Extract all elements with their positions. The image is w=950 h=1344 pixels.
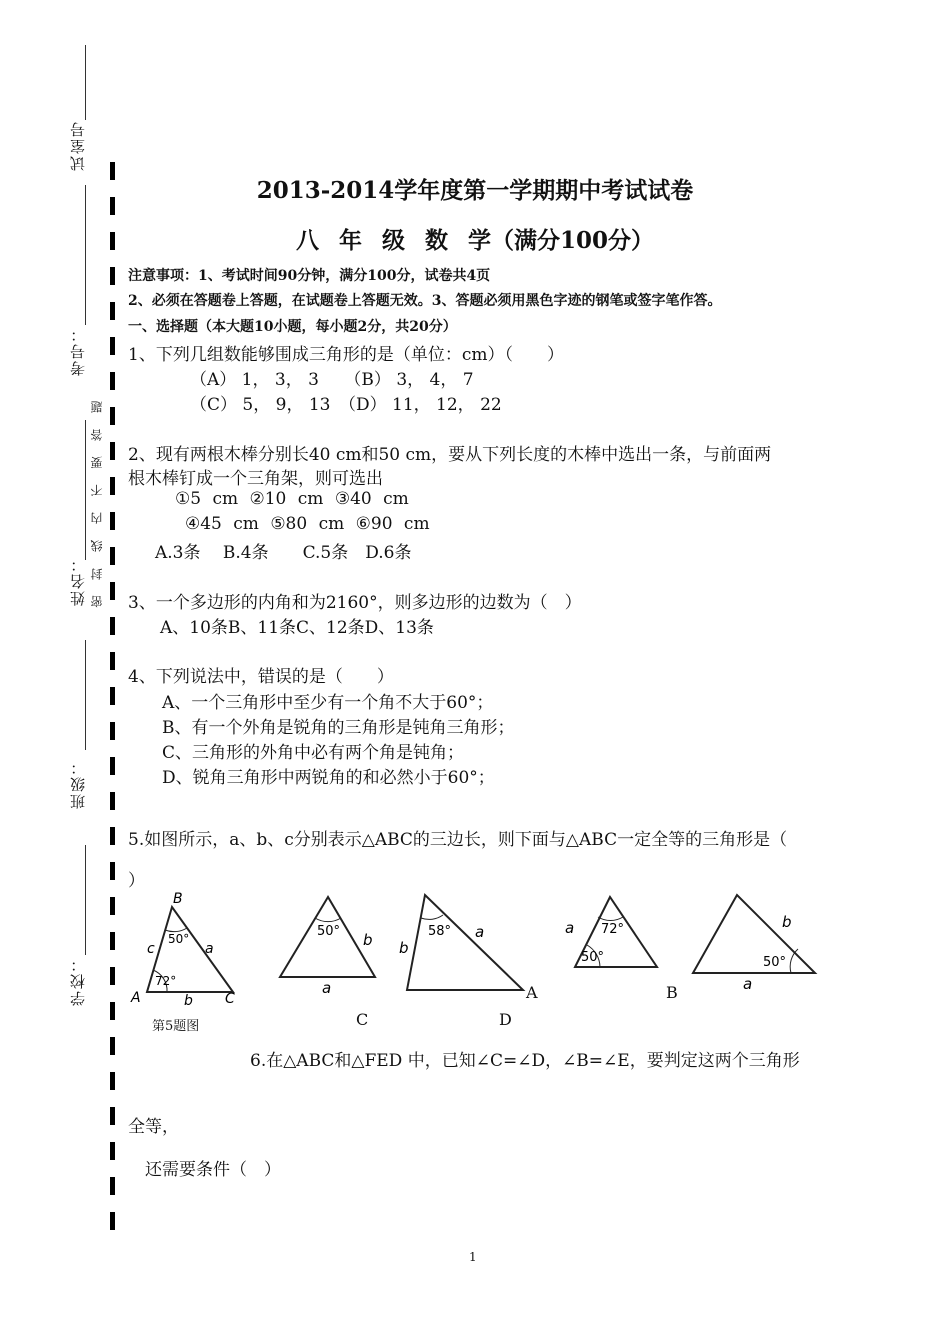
- q6-stem-2: 全等，: [128, 1117, 179, 1137]
- exam-title: 2013-2014学年度第一学期期中考试试卷: [256, 177, 694, 204]
- exam-no-label: 考号：: [69, 325, 87, 376]
- binding-line-4: [85, 640, 86, 750]
- fig-label-c: C: [356, 1010, 369, 1029]
- q5-stem: 5.如图所示，a、b、c分别表示△ABC的三边长，则下面与△ABC一定全等的三角形是（: [128, 830, 788, 850]
- q4-option-a: A、一个三角形中至少有一个角不大于60°；: [162, 693, 494, 713]
- fig-label-a: A: [526, 983, 538, 1002]
- exam-room-label: 试室号: [69, 120, 87, 171]
- binding-line-1: [85, 45, 86, 120]
- svg-text:50°: 50°: [317, 924, 341, 939]
- binding-line-3: [85, 420, 86, 560]
- q2-lengths-2: ④45 cm ⑤80 cm ⑥90 cm: [185, 514, 430, 534]
- angle-b: 50°: [168, 932, 190, 946]
- q1-options-row2: （C） 5， 9， 13 （D） 11， 12， 22: [190, 395, 502, 415]
- q3-choices: A、10条B、11条C、12条D、13条: [160, 618, 434, 638]
- svg-text:72°: 72°: [601, 922, 625, 937]
- name-label: 姓名：: [69, 555, 87, 606]
- exam-subtitle: 八 年 级 数 学（满分100分）: [295, 227, 655, 254]
- q4-stem: 4、下列说法中，错误的是（ ）: [128, 667, 394, 687]
- svg-text:50°: 50°: [763, 955, 787, 970]
- q4-option-c: C、三角形的外角中必有两个角是钝角；: [162, 743, 465, 763]
- label-b-side: b: [184, 993, 193, 1009]
- triangle-option-c: [280, 897, 375, 997]
- svg-text:b: b: [782, 913, 792, 931]
- class-label: 班级：: [69, 758, 87, 809]
- svg-text:58°: 58°: [428, 924, 452, 939]
- q1-options-row1: （A） 1， 3， 3 （B） 3， 4， 7: [190, 370, 474, 390]
- q5-figures: [125, 885, 845, 1035]
- binding-line-2: [85, 185, 86, 325]
- binding-line-5: [85, 845, 86, 955]
- triangle-abc: [130, 891, 235, 1009]
- svg-text:50°: 50°: [581, 950, 605, 965]
- q4-option-b: B、有一个外角是锐角的三角形是钝角三角形；: [162, 718, 515, 738]
- q3-stem: 3、一个多边形的内角和为2160°，则多边形的边数为（ ）: [128, 593, 582, 613]
- page-number: 1: [469, 1250, 477, 1264]
- label-c-vertex: C: [225, 991, 235, 1007]
- fig-caption: 第5题图: [152, 1019, 200, 1034]
- angle-a: 72°: [155, 974, 177, 988]
- label-c-side: c: [147, 941, 155, 957]
- label-a-vertex: A: [131, 990, 141, 1006]
- triangle-option-d: [399, 895, 523, 990]
- svg-text:a: a: [475, 923, 485, 941]
- q4-option-d: D、锐角三角形中两锐角的和必然小于60°；: [162, 768, 495, 788]
- q6-stem: 6.在△ABC和△FED 中，已知∠C=∠D，∠B=∠E，要判定这两个三角形: [250, 1051, 800, 1071]
- fig-label-d: D: [499, 1010, 512, 1029]
- q5-stem-end: ）: [128, 871, 145, 891]
- triangle-option-a: [565, 897, 657, 967]
- note-1: 注意事项：1、考试时间90分钟，满分100分，试卷共4页: [128, 268, 491, 284]
- note-2: 2、必须在答题卷上答题，在试题卷上答题无效。3、答题必须用黑色字迹的钢笔或签字笔作答。: [128, 293, 722, 309]
- svg-text:a: a: [322, 979, 332, 997]
- svg-text:a: a: [565, 919, 575, 937]
- triangle-option-b: [693, 895, 815, 993]
- q1-stem: 1、下列几组数能够围成三角形的是（单位：cm）（ ）: [128, 345, 564, 365]
- q2-choices: A.3条 B.4条 C.5条 D.6条: [155, 543, 412, 563]
- section-title: 一、选择题（本大题10小题，每小题2分，共20分）: [128, 319, 457, 335]
- seal-text: 密 封 线 内 不 要 答 题: [90, 395, 104, 608]
- label-a-side: a: [205, 941, 214, 957]
- svg-text:b: b: [363, 931, 373, 949]
- school-label: 学校：: [69, 955, 87, 1006]
- q2-stem-2: 根木棒钉成一个三角架，则可选出: [128, 469, 383, 489]
- label-b-vertex: B: [173, 891, 183, 907]
- svg-text:a: a: [743, 975, 753, 993]
- q2-stem-1: 2、现有两根木棒分别长40 cm和50 cm，要从下列长度的木棒中选出一条，与前面两: [128, 445, 772, 465]
- fig-label-b: B: [666, 983, 678, 1002]
- svg-text:b: b: [399, 939, 409, 957]
- q6-stem-3: 还需要条件（ ）: [145, 1160, 281, 1180]
- q2-lengths-1: ①5 cm ②10 cm ③40 cm: [175, 489, 409, 509]
